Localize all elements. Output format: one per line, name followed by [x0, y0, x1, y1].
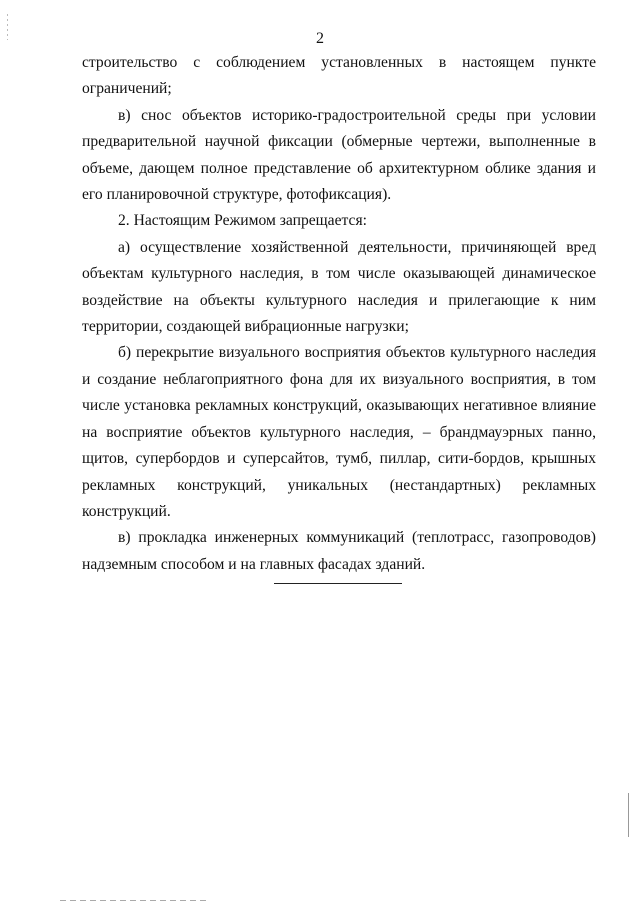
paragraph-item-v-demolition: в) снос объектов историко-градостроительной среды при условии предварительной научной фиксации (обмерные чертежи, выполненные в объеме, дающем полное представление об архитектурном облике здания и его планировочной структуре, фотофиксация). [82, 106, 596, 204]
paragraph-item-a-economic-activity: а) осуществление хозяйственной деятельности, причиняющей вред объектам культурного наследия, в том числе оказывающей динамическое воздействие на объекты культурного наследия и прилегающие к ним территории, создающей вибрационные нагрузки; [82, 238, 596, 336]
paragraph-item-b-visual-perception: б) перекрытие визуального восприятия объектов культурного наследия и создание неблагоприятного фона для их визуального восприятия, в том числе установка рекламных конструкций, оказывающих негативное влияние на восприятие объектов культурного наследия, – брандмауэрных панно, щитов, супербордов и суперсайтов, тумб, пиллар, сити-бордов, крышных рекламных конструкций, уникальных (нестандартных) рекламных конструкций. [82, 344, 596, 520]
paragraph-section-2-heading: 2. Настоящим Режимом запрещается: [118, 212, 367, 230]
end-separator-line [274, 583, 402, 584]
document-body [82, 50, 596, 578]
scan-artifact-right [628, 793, 629, 837]
page-number: 2 [316, 30, 324, 47]
paragraph-item-v-utilities: в) прокладка инженерных коммуникаций (теплотрасс, газопроводов) надземным способом и на главных фасадах зданий. [82, 529, 596, 573]
paragraph-continuation: строительство с соблюдением установленных в настоящем пункте ограничений; [82, 54, 596, 98]
scan-artifact-bottom [60, 900, 210, 901]
